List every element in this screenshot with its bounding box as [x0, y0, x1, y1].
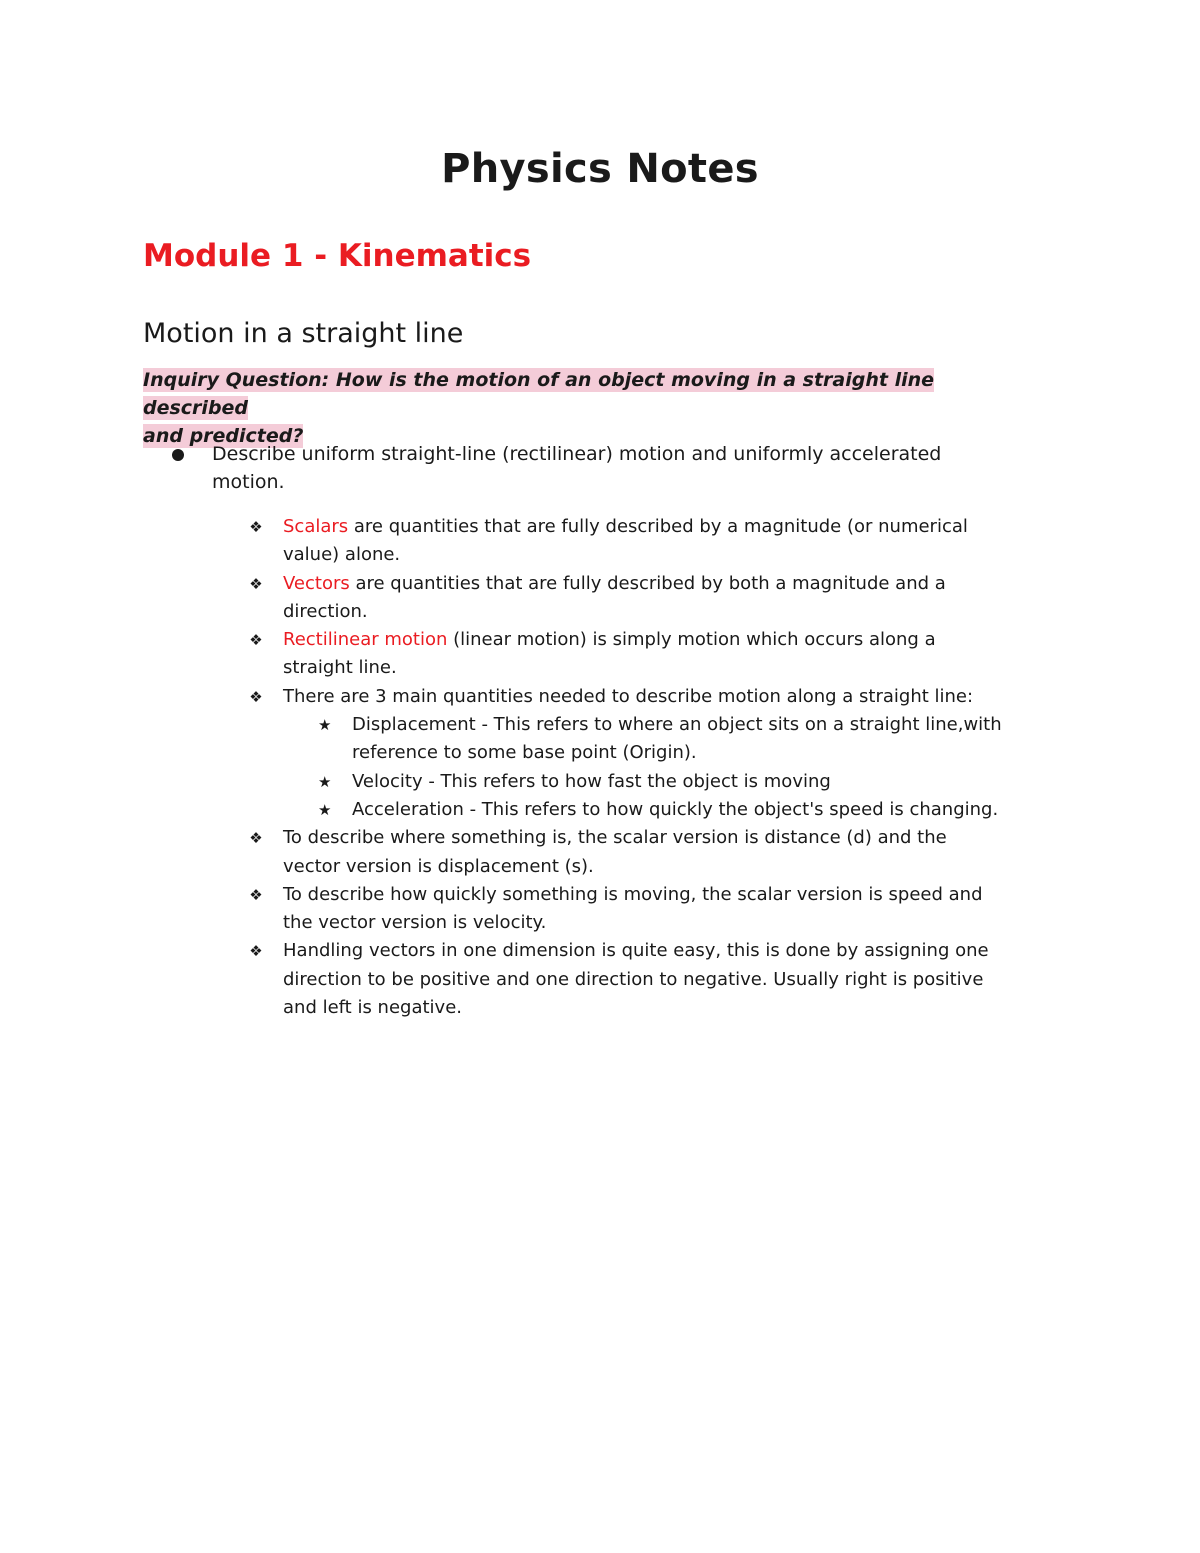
main-point — [172, 440, 1052, 496]
list-item-displacement: ★ Displacement - This refers to where an object sits on a straight line,with reference to some base point (Origin). — [246, 711, 1066, 768]
inquiry-line-2: and predicted? — [143, 425, 304, 447]
sub-point-list — [246, 513, 1066, 1022]
main-point-text: Describe uniform straight-line (rectilinear) motion and uniformly accelerated motion. — [212, 443, 942, 493]
list-item-rectilinear: ❖ Rectilinear motion (linear motion) is simply motion which occurs along a straight line. — [246, 626, 1066, 683]
inquiry-line-1: Inquiry Question: How is the motion of an object moving in a straight line described — [143, 369, 935, 419]
list-item-vectors: ❖ Vectors are quantities that are fully described by both a magnitude and a direction. — [246, 570, 1066, 627]
diamond-cluster-icon: ❖ — [249, 518, 263, 536]
term-vectors: Vectors — [283, 572, 350, 594]
section-heading: Motion in a straight line — [143, 318, 464, 349]
diamond-cluster-icon: ❖ — [249, 574, 263, 593]
module-heading: Module 1 - Kinematics — [143, 238, 532, 274]
list-item-handling: ❖ Handling vectors in one dimension is quite easy, this is done by assigning one direction to be positive and one direction to negative. Usually right is positive and left is negative. — [246, 937, 1066, 1022]
term-scalars: Scalars — [283, 516, 349, 537]
page-title: Physics Notes — [441, 146, 759, 192]
list-item-where: ❖ To describe where something is, the scalar version is distance (d) and the vector version is displacement (s). — [246, 824, 1066, 881]
list-item-quantities: ❖ There are 3 main quantities needed to describe motion along a straight line: — [246, 683, 1066, 711]
star-icon: ★ — [318, 800, 332, 819]
list-item-how-quickly: ❖ To describe how quickly something is moving, the scalar version is speed and the vector version is velocity. — [246, 881, 1066, 938]
star-icon: ★ — [318, 716, 332, 735]
filled-circle-icon — [172, 449, 184, 461]
diamond-cluster-icon: ❖ — [249, 631, 263, 650]
diamond-cluster-icon: ❖ — [249, 885, 263, 904]
term-rectilinear-motion: Rectilinear motion — [283, 629, 448, 651]
list-item-scalars: ❖ Scalars are quantities that are fully described by a magnitude (or numerical value) alone. — [246, 513, 1066, 570]
inquiry-question — [143, 366, 1043, 450]
diamond-cluster-icon: ❖ — [249, 687, 263, 706]
star-icon: ★ — [318, 772, 332, 791]
diamond-cluster-icon: ❖ — [249, 829, 263, 848]
list-item-velocity: ★ Velocity - This refers to how fast the object is moving — [246, 768, 1066, 796]
list-item-acceleration: ★ Acceleration - This refers to how quickly the object's speed is changing. — [246, 796, 1066, 824]
diamond-cluster-icon: ❖ — [249, 942, 263, 961]
